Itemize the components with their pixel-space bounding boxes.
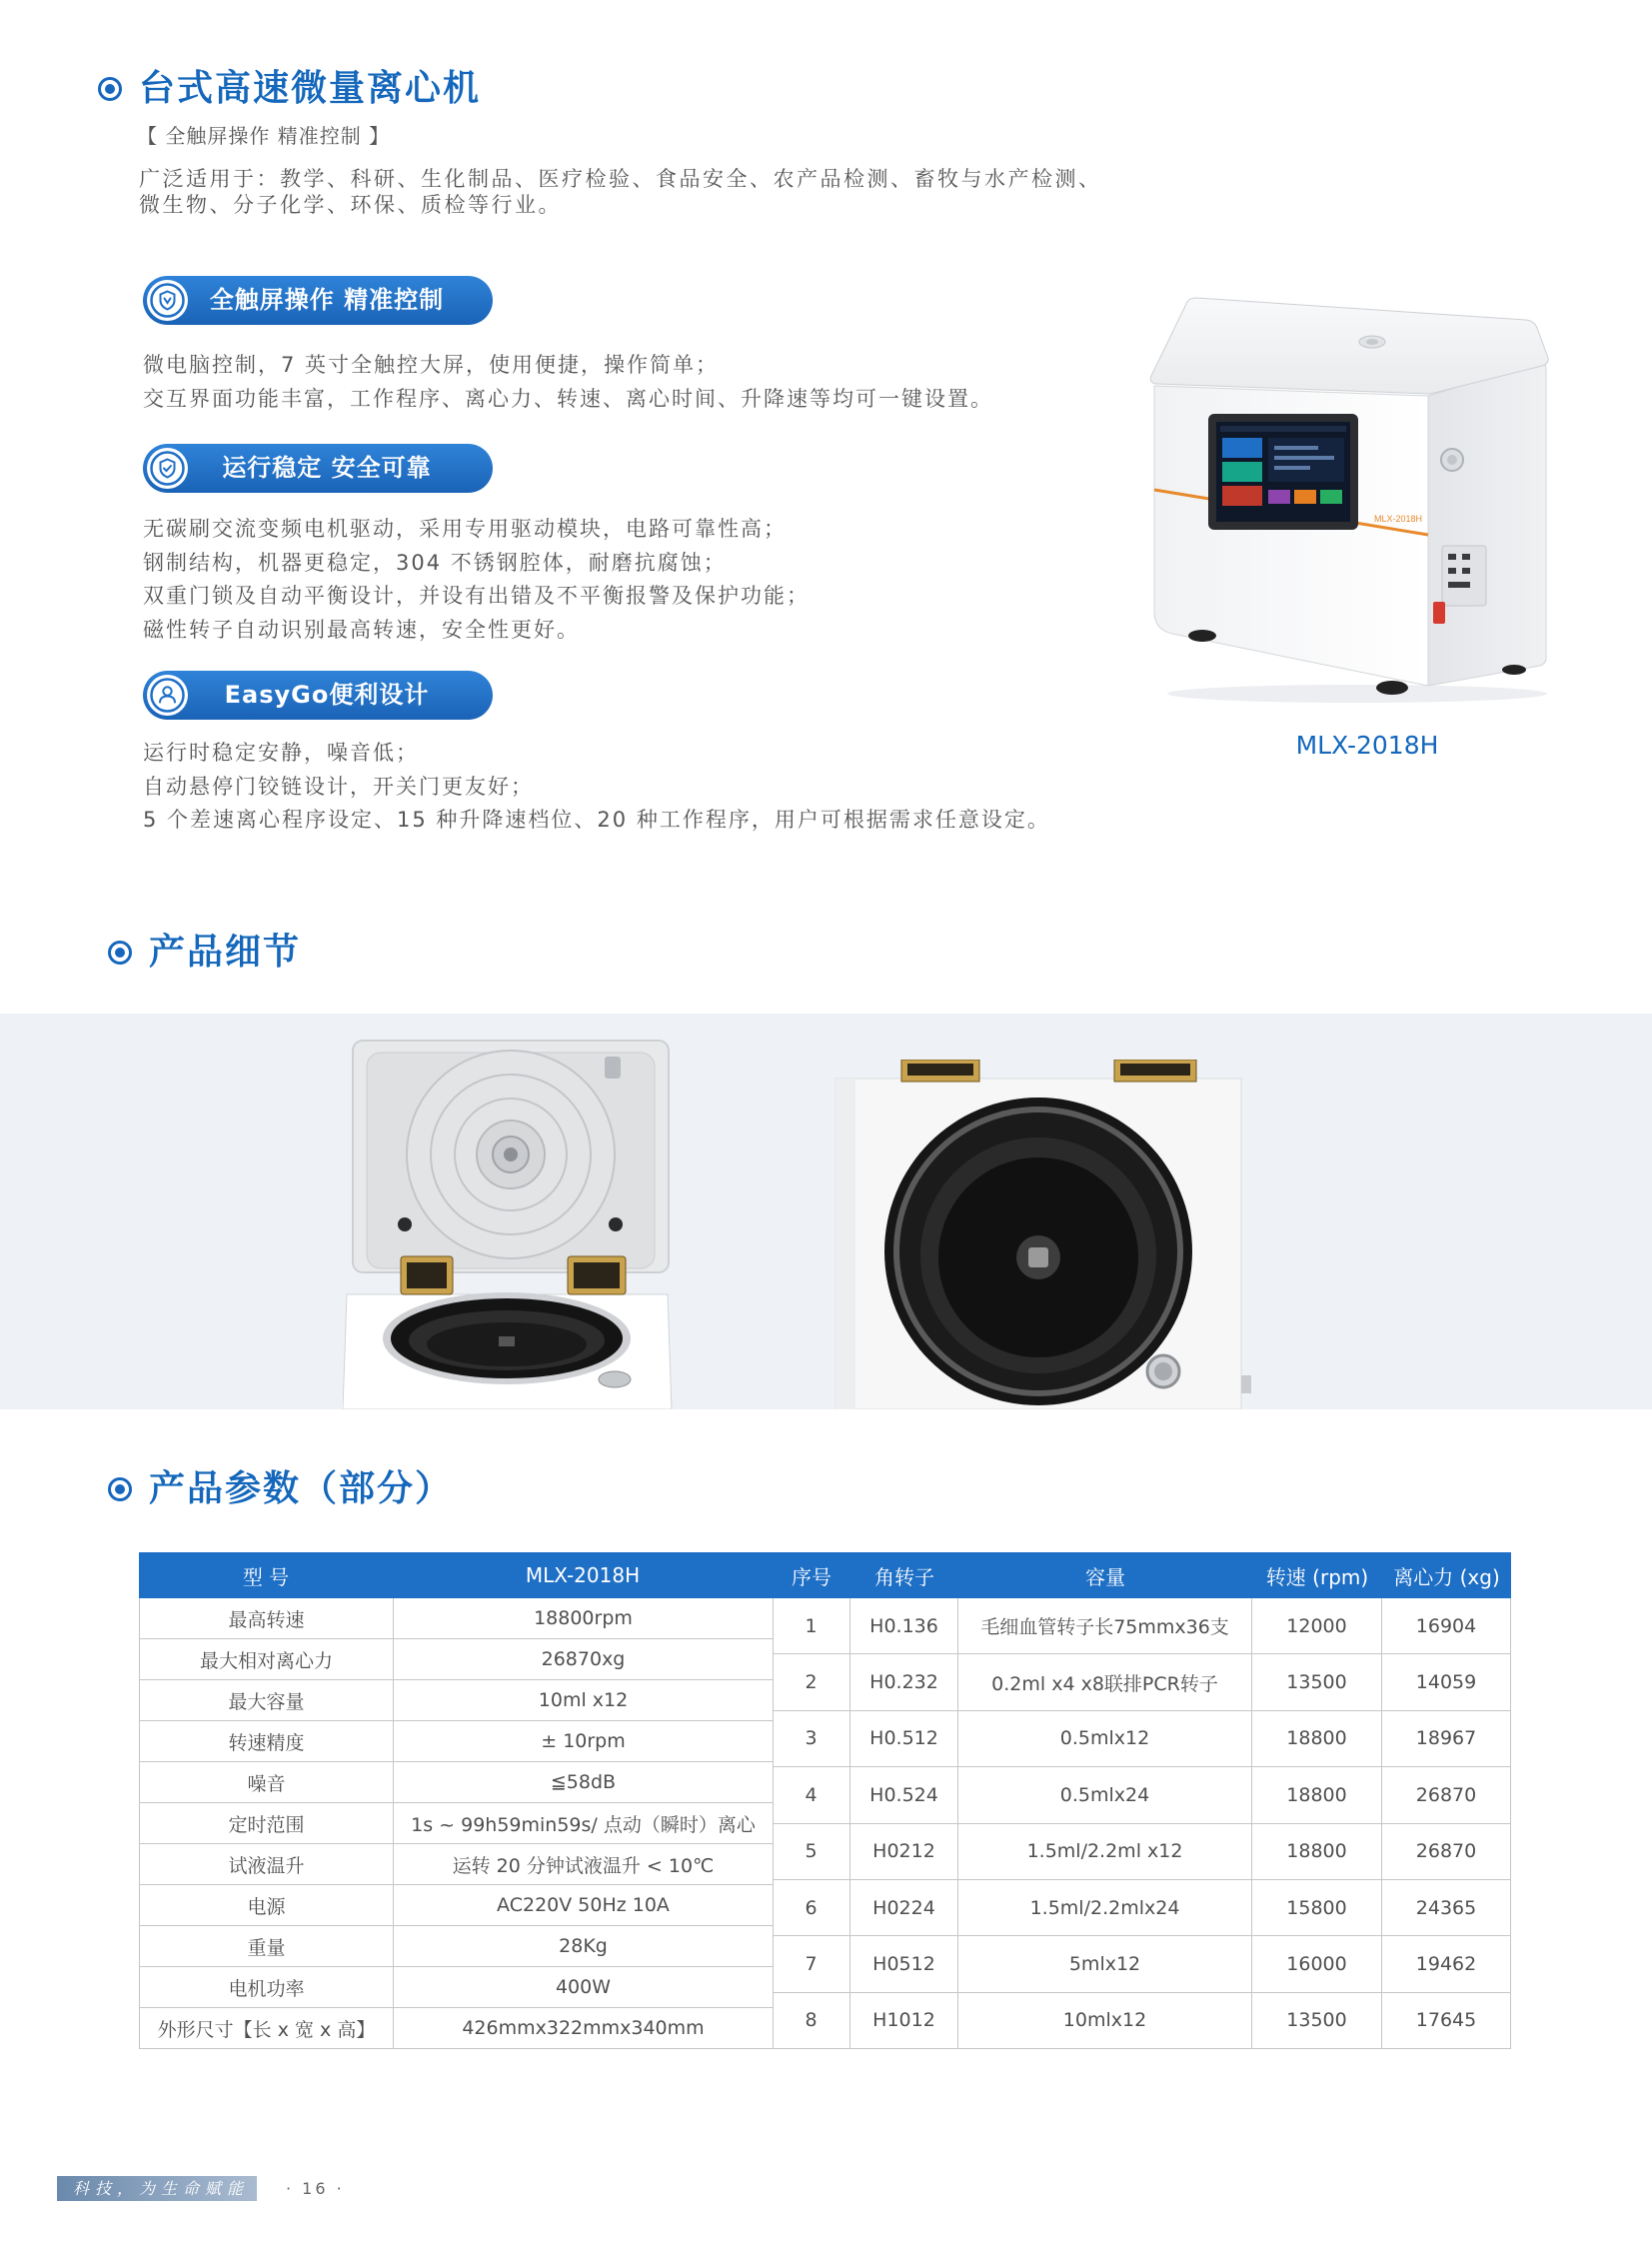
spec-value: 26870xg	[394, 1639, 774, 1679]
rotor-force: 17645	[1382, 1993, 1511, 2048]
rotor-capacity: 0.2ml x4 x8联排PCR转子	[958, 1654, 1252, 1709]
details-photo-band	[0, 1014, 1652, 1409]
spec-value: ≦58dB	[394, 1762, 774, 1802]
rotor-capacity: 5mlx12	[958, 1936, 1252, 1991]
spec-row	[140, 1721, 774, 1762]
rotor-row	[773, 1880, 1511, 1936]
spec-label: 试液温升	[140, 1844, 394, 1884]
feature-description	[143, 737, 1050, 838]
rotor-no: 3	[773, 1711, 850, 1766]
rotor-row	[773, 1936, 1511, 1992]
rotor-speed: 18800	[1252, 1711, 1382, 1766]
feature-line: 钢制结构，机器更稳定，304 不锈钢腔体，耐磨抗腐蚀；	[143, 550, 727, 575]
open-lid-detail-image	[343, 1039, 673, 1409]
rotor-force: 24365	[1382, 1880, 1511, 1935]
rotor-capacity: 毛细血管转子长75mmx36支	[958, 1598, 1252, 1653]
rotor-speed: 18800	[1252, 1767, 1382, 1822]
centrifuge-product-image	[1142, 290, 1552, 710]
feature-line: 双重门锁及自动平衡设计，并设有出错及不平衡报警及保护功能；	[143, 584, 810, 608]
spec-value: 400W	[394, 1967, 774, 2007]
rotor-model: H0.136	[850, 1598, 958, 1653]
centrifuge-side-panel	[1428, 362, 1546, 686]
header-model-value: MLX-2018H	[525, 1563, 641, 1587]
spec-label: 最大容量	[140, 1680, 394, 1720]
header-force: 离心力 (xg)	[1393, 1564, 1500, 1589]
rotor-model: H0224	[850, 1880, 958, 1935]
rotor-row	[773, 1767, 1511, 1823]
rotor-no: 5	[773, 1824, 850, 1879]
feature-line: 5 个差速离心程序设定、15 种升降速档位、20 种工作程序，用户可根据需求任意设定。	[143, 808, 1050, 832]
rotor-speed: 13500	[1252, 1993, 1382, 2048]
rotor-speed: 16000	[1252, 1936, 1382, 1991]
open-lid	[353, 1041, 669, 1272]
applications-text	[139, 166, 1102, 218]
rotor-row	[773, 1993, 1511, 2049]
applications-line: 微生物、分子化学、环保、质检等行业。	[139, 193, 562, 217]
touchscreen-display	[1208, 414, 1358, 530]
spec-row	[140, 1639, 774, 1680]
rotor-speed: 15800	[1252, 1880, 1382, 1935]
spec-row	[140, 1762, 774, 1803]
spec-label: 最大相对离心力	[140, 1639, 394, 1679]
header-model-label: 型 号	[242, 1564, 290, 1589]
rotor-capacity: 0.5mlx24	[958, 1767, 1252, 1822]
product-title: 台式高速微量离心机	[139, 68, 482, 109]
rotor-row	[773, 1598, 1511, 1654]
spec-value: AC220V 50Hz 10A	[394, 1885, 774, 1925]
lock-knob	[1147, 1355, 1179, 1387]
feature-description	[143, 349, 993, 416]
spec-value: ± 10rpm	[394, 1721, 774, 1761]
feature-line: 交互界面功能丰富，工作程序、离心力、转速、离心时间、升降速等均可一键设置。	[143, 386, 993, 411]
params-title: 产品参数（部分）	[149, 1468, 454, 1509]
rotor-no: 8	[773, 1993, 850, 2048]
rotor-capacity: 1.5ml/2.2ml x12	[958, 1824, 1252, 1879]
spec-label: 定时范围	[140, 1803, 394, 1843]
centrifuge-lid	[1150, 298, 1548, 394]
spec-row	[140, 1967, 774, 2008]
spec-value: 运转 20 分钟试液温升 < 10℃	[394, 1844, 774, 1884]
header-capacity: 容量	[1085, 1564, 1125, 1589]
rotor-model: H0212	[850, 1824, 958, 1879]
spec-label: 电源	[140, 1885, 394, 1925]
rotor-model: H0.524	[850, 1767, 958, 1822]
rotor-chamber	[884, 1098, 1192, 1405]
rotor-force: 19462	[1382, 1936, 1511, 1991]
rotor-model: H0.512	[850, 1711, 958, 1766]
product-model-caption: MLX-2018H	[1295, 731, 1439, 760]
rotor-row	[773, 1824, 1511, 1880]
header-no: 序号	[792, 1564, 831, 1589]
spec-row	[140, 1885, 774, 1926]
rotor-no: 4	[773, 1767, 850, 1822]
rotor-capacity: 1.5ml/2.2mlx24	[958, 1880, 1252, 1935]
applications-line: 广泛适用于：教学、科研、生化制品、医疗检验、食品安全、农产品检测、畜牧与水产检测、	[139, 167, 1102, 191]
rotor-speed: 13500	[1252, 1654, 1382, 1709]
chamber-detail-image	[832, 1060, 1252, 1409]
header-speed: 转速 (rpm)	[1265, 1564, 1369, 1589]
rotor-model: H0512	[850, 1936, 958, 1991]
feature-badge-label: EasyGo便利设计	[224, 681, 430, 709]
spec-row	[140, 1680, 774, 1721]
rotor-model: H1012	[850, 1993, 958, 2048]
feature-badge-stability	[143, 444, 493, 493]
spec-value: 426mmx322mmx340mm	[394, 2008, 774, 2048]
rotor-force: 18967	[1382, 1711, 1511, 1766]
feature-badge-label: 全触屏操作 精准控制	[209, 286, 445, 314]
feature-line: 微电脑控制，7 英寸全触控大屏，使用便捷，操作简单；	[143, 353, 720, 377]
spec-row	[140, 1844, 774, 1885]
section-bullet-icon	[108, 1477, 132, 1501]
rotor-row	[773, 1711, 1511, 1767]
product-tagline: 【 全触屏操作 精准控制 】	[137, 124, 391, 148]
section-bullet-icon	[108, 941, 132, 965]
rotor-capacity: 0.5mlx12	[958, 1711, 1252, 1766]
rotor-speed: 18800	[1252, 1824, 1382, 1879]
params-table-header	[139, 1552, 1511, 1598]
feature-line: 运行时稳定安静，噪音低；	[143, 741, 419, 765]
spec-label: 噪音	[140, 1762, 394, 1802]
rotor-force: 14059	[1382, 1654, 1511, 1709]
feature-line: 磁性转子自动识别最高转速，安全性更好。	[143, 617, 580, 642]
rotor-table	[773, 1598, 1511, 2049]
centrifuge-base	[343, 1292, 672, 1409]
section-bullet-icon	[98, 77, 122, 101]
spec-table	[139, 1598, 773, 2049]
footer-slogan: 科技，为生命赋能	[57, 2176, 257, 2201]
rotor-no: 6	[773, 1880, 850, 1935]
spec-label: 转速精度	[140, 1721, 394, 1761]
rotor-capacity: 10mlx12	[958, 1993, 1252, 2048]
spec-row	[140, 1598, 774, 1639]
rotor-speed: 12000	[1252, 1598, 1382, 1653]
feature-badge-touchscreen	[143, 276, 493, 325]
spec-label: 电机功率	[140, 1967, 394, 2007]
header-rotor: 角转子	[874, 1564, 934, 1589]
details-title: 产品细节	[149, 932, 302, 973]
spec-row	[140, 2008, 774, 2049]
spec-label: 重量	[140, 1926, 394, 1966]
rotor-force: 26870	[1382, 1824, 1511, 1879]
rotor-no: 7	[773, 1936, 850, 1991]
params-table-body	[139, 1598, 1511, 2049]
rotor-no: 1	[773, 1598, 850, 1653]
rotor-force: 26870	[1382, 1767, 1511, 1822]
shield-icon	[147, 280, 188, 321]
rotor-row	[773, 1654, 1511, 1710]
rotor-no: 2	[773, 1654, 850, 1709]
spec-value: 10ml x12	[394, 1680, 774, 1720]
spec-label: 外形尺寸【长 x 宽 x 高】	[140, 2008, 394, 2048]
device-model-label: MLX-2018H	[1374, 514, 1423, 524]
feature-badge-label: 运行稳定 安全可靠	[222, 454, 432, 482]
spec-row	[140, 1926, 774, 1967]
rotor-model: H0.232	[850, 1654, 958, 1709]
spec-label: 最高转速	[140, 1598, 394, 1638]
spec-row	[140, 1803, 774, 1844]
feature-badge-easygo	[143, 671, 493, 720]
feature-description	[143, 513, 810, 647]
feature-line: 自动悬停门铰链设计，开关门更友好；	[143, 774, 534, 799]
feature-line: 无碳刷交流变频电机驱动，采用专用驱动模块，电路可靠性高；	[143, 517, 787, 541]
user-icon	[147, 675, 188, 716]
params-table	[139, 1552, 1511, 2049]
spec-value: 18800rpm	[394, 1598, 774, 1638]
page-number: · 16 ·	[286, 2179, 345, 2198]
spec-value: 1s ~ 99h59min59s/ 点动（瞬时）离心	[394, 1803, 774, 1843]
rotor-force: 16904	[1382, 1598, 1511, 1653]
spec-value: 28Kg	[394, 1926, 774, 1966]
shield-check-icon	[147, 448, 188, 489]
